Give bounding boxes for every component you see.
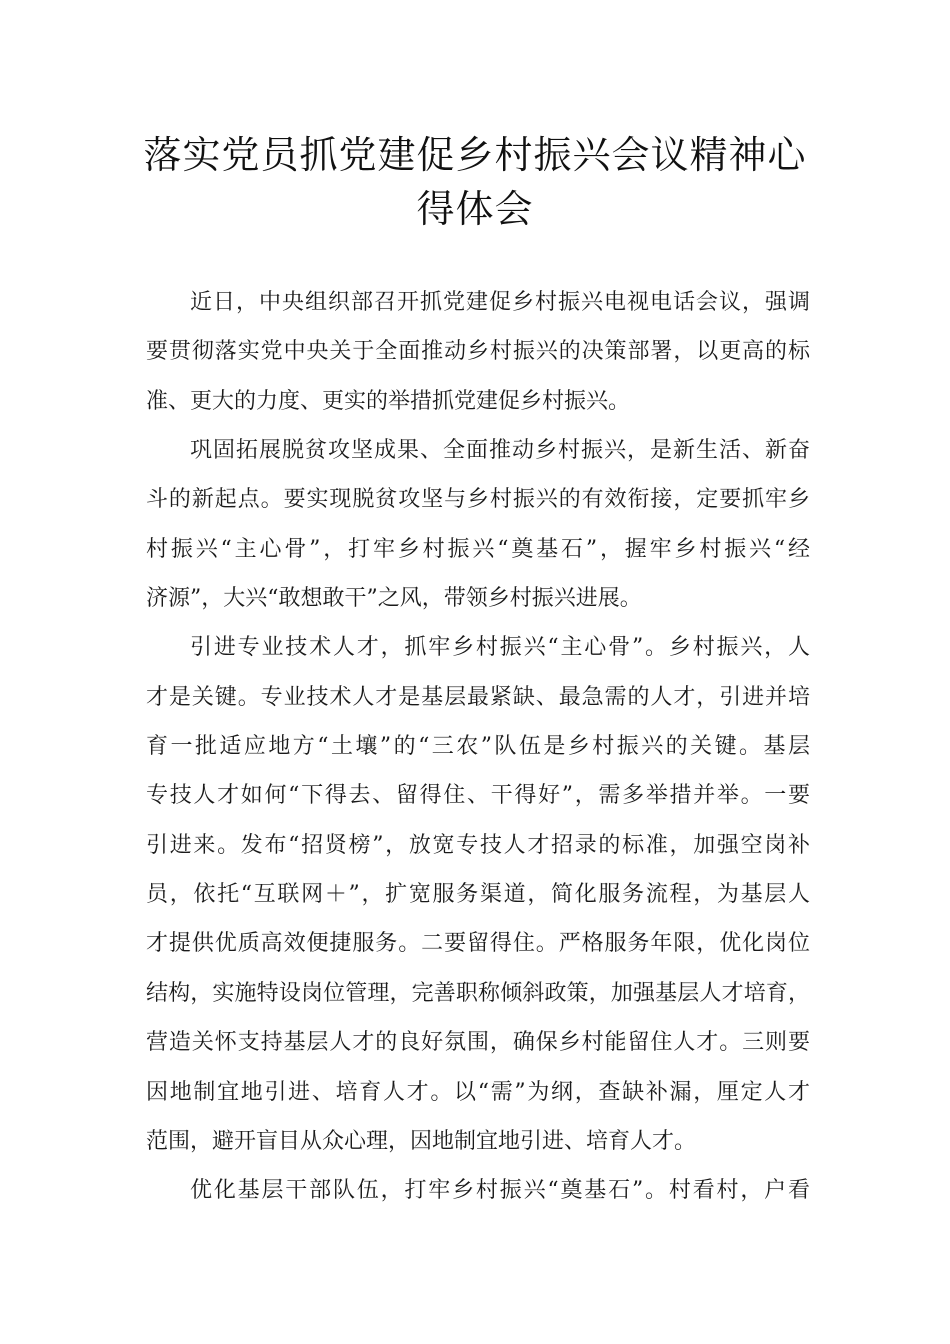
document-body [146,278,810,1216]
document-title [120,128,830,236]
paragraph-3-line-8: 结构，实施特设岗位管理，完善职称倾斜政策，加强基层人才培育， [146,980,810,1006]
paragraph-3-line-5: 引进来。发布“招贤榜”，放宽专技人才招录的标准，加强空岗补 [146,832,810,858]
paragraph-3-line-4: 专技人才如何“下得去、留得住、干得好”，需多举措并举。一要 [146,783,810,809]
paragraph-4-line-1: 优化基层干部队伍，打牢乡村振兴“奠基石”。村看村，户看 [190,1178,810,1204]
title-line-1: 落实党员抓党建促乡村振兴会议精神心 [143,133,807,177]
paragraph-2-line-3: 村振兴“主心骨”，打牢乡村振兴“奠基石”，握牢乡村振兴“经 [146,536,810,562]
paragraph-3-line-7: 才提供优质高效便捷服务。二要留得住。严格服务年限，优化岗位 [146,931,810,957]
title-line-2: 得体会 [416,187,534,231]
paragraph-1-line-1: 近日，中央组织部召开抓党建促乡村振兴电视电话会议，强调 [190,290,810,315]
paragraph-3-line-3: 育一批适应地方“土壤”的“三农”队伍是乡村振兴的关键。基层 [146,734,810,760]
paragraph-2-line-1: 巩固拓展脱贫攻坚成果、全面推动乡村振兴，是新生活、新奋 [190,438,810,464]
paragraph-1-line-3: 准、更大的力度、更实的举措抓党建促乡村振兴。 [146,388,631,414]
paragraph-3-line-6: 员，依托“互联网＋”，扩宽服务渠道，简化服务流程，为基层人 [146,882,810,908]
paragraph-3-line-2: 才是关键。专业技术人才是基层最紧缺、最急需的人才，引进并培 [146,684,810,710]
paragraph-3-line-9: 营造关怀支持基层人才的良好氛围，确保乡村能留住人才。三则要 [146,1030,810,1056]
paragraph-2-line-4: 济源”，大兴“敢想敢干”之风，带领乡村振兴进展。 [146,586,642,612]
paragraph-2-line-2: 斗的新起点。要实现脱贫攻坚与乡村振兴的有效衔接，定要抓牢乡 [146,487,810,513]
paragraph-1-line-2: 要贯彻落实党中央关于全面推动乡村振兴的决策部署，以更高的标 [146,339,810,365]
paragraph-3-line-1: 引进专业技术人才，抓牢乡村振兴“主心骨”。乡村振兴，人 [190,635,810,661]
paragraph-3-line-10: 因地制宜地引进、培育人才。以“需”为纲，查缺补漏，厘定人才 [146,1079,810,1105]
paragraph-3-line-11: 范围，避开盲目从众心理，因地制宜地引进、培育人才。 [146,1128,697,1154]
